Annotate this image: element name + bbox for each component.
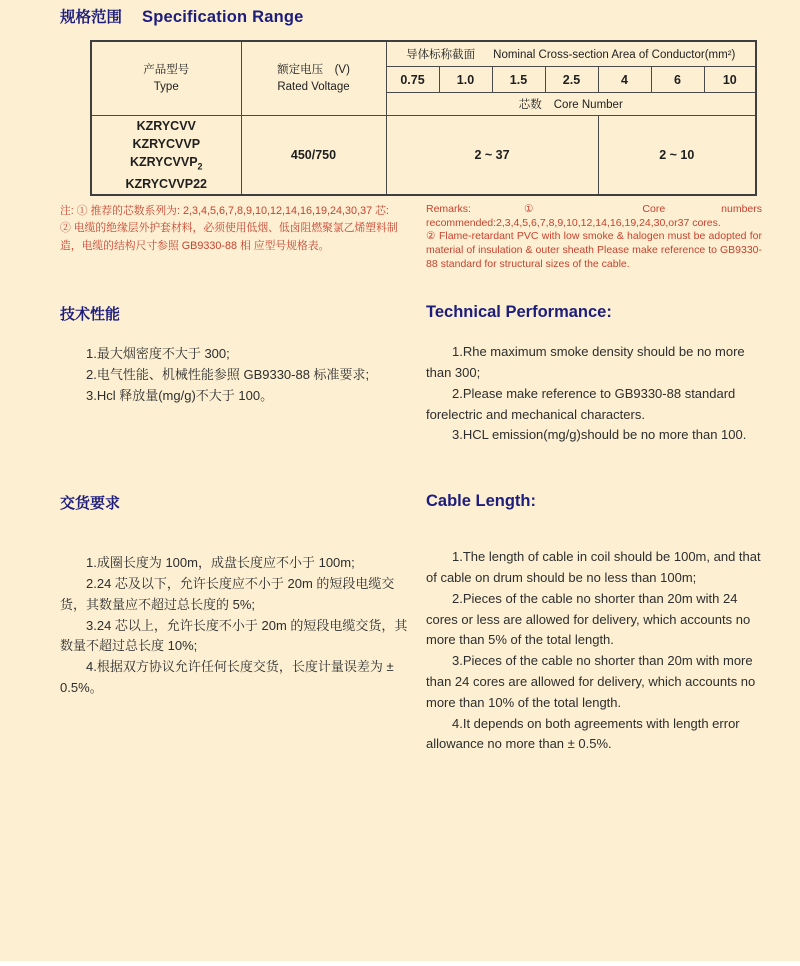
voltage-column-header-en: Rated Voltage (277, 80, 350, 93)
delivery-requirements-zh (60, 492, 412, 755)
cable-length-items-en (426, 547, 762, 755)
cable-length-item-en: 1.The length of cable in coil should be 100m, and that of cable on drum should be no less than 100m; (426, 549, 761, 585)
delivery-item-zh: 3.24 芯以上，允许长度不小于 20m 的短段电缆交货，其数量不超过总长度 10%; (60, 617, 408, 654)
cable-length-heading-en: Cable Length: (426, 492, 536, 511)
technical-item-en: 1.Rhe maximum smoke density should be no more than 300; (426, 344, 745, 380)
spec-table (90, 40, 757, 196)
page-bottom-margin (0, 961, 800, 966)
remark-line-en: ② Flame-retardant PVC with low smoke & halogen must be adopted for material of insulation & outer sheath Please make reference to GB9330-88 standard for structural sizes of the cable. (426, 230, 762, 270)
remark-line-en: Remarks:① Core numbers recommended:2,3,4,5,6,7,8,9,10,12,14,16,19,24,30,or37 cores. (426, 203, 762, 229)
size-cell: 0.75 (386, 67, 439, 93)
page-title-en: Specification Range (142, 8, 304, 26)
type-column-header-en: Type (153, 80, 179, 93)
type-column-header (91, 41, 241, 116)
technical-item-en: 3.HCL emission(mg/g)should be no more than 100. (452, 427, 747, 443)
technical-items-en (426, 342, 762, 446)
remark-line-zh: 注: ① 推荐的芯数系列为: 2,3,4,5,6,7,8,9,10,12,14,16,19,24,30,37 芯: (60, 205, 389, 217)
type-column-header-zh: 产品型号 (143, 63, 190, 76)
core-range-large-sections-cell: 2 ~ 10 (598, 116, 756, 196)
technical-performance-zh (60, 303, 412, 446)
technical-performance-en (426, 303, 762, 446)
cable-length-en (426, 492, 762, 755)
technical-performance-section (60, 303, 762, 446)
page-title (60, 5, 800, 27)
delivery-item-zh: 4.根据双方协议允许任何长度交货，长度计量误差为 ± 0.5%。 (60, 659, 394, 695)
cable-length-item-en: 3.Pieces of the cable no shorter than 20m with more than 24 cores are allowed for delivery, which accounts no more than 10% of the total length. (426, 653, 756, 710)
technical-item-en: 2.Please make reference to GB9330-88 standard forelectric and mechanical characters. (426, 385, 736, 422)
core-range-small-sections-cell: 2 ~ 37 (386, 116, 598, 196)
product-type-name: KZRYCVV (136, 118, 196, 133)
core-number-header-en: Core Number (553, 99, 623, 111)
conductor-section-header-en: Nominal Cross-section Area of Conductor(mm²) (493, 49, 736, 61)
technical-item-zh: 1.最大烟密度不大于 300; (86, 346, 230, 362)
delivery-heading-zh: 交货要求 (60, 495, 121, 513)
delivery-item-zh: 2.24 芯及以下，允许长度应不小于 20m 的短段电缆交货，其数量应不超过总长度的 5%; (60, 575, 395, 612)
technical-item-zh: 2.电气性能、机械性能参照 GB9330-88 标准要求; (86, 367, 370, 382)
product-type-name: $KZRYCVVP_2$ (129, 154, 203, 172)
delivery-items-zh (60, 553, 412, 699)
technical-item-zh: 3.Hcl 释放量(mg/g)不大于 100。 (86, 387, 274, 403)
core-number-header (386, 93, 756, 116)
product-type-name: KZRYCVVP (132, 136, 201, 151)
remarks-english (426, 203, 762, 271)
size-cell: 10 (704, 67, 756, 93)
product-type-list (94, 117, 239, 194)
remarks-section (60, 203, 762, 271)
remark-line-zh: ② 电缆的绝缘层外护套材料，必须使用低烟、低卤阻燃聚氯乙烯塑料制造，电缆的结构尺寸参照 GB9330-88 相 应型号规格表。 (60, 222, 398, 252)
page-title-zh: 规格范围 (60, 9, 123, 26)
technical-heading-zh: 技术性能 (60, 306, 121, 324)
size-cell: 4 (598, 67, 651, 93)
remarks-chinese (60, 203, 412, 271)
voltage-column-header-zh: 额定电压 (V) (277, 63, 350, 76)
product-type-name: KZRYCVVP22 (125, 177, 207, 192)
size-cell: 1.5 (492, 67, 545, 93)
cable-length-item-en: 2.Pieces of the cable no shorter than 20m with 24 cores or less are allowed for delivery, which accounts no more than 5% of the total length. (426, 590, 751, 648)
conductor-section-header (386, 41, 756, 67)
size-cell: 1.0 (439, 67, 492, 93)
voltage-column-header (241, 41, 386, 116)
product-type-cell (91, 116, 241, 196)
technical-heading-en: Technical Performance: (426, 303, 612, 322)
size-cell: 2.5 (545, 67, 598, 93)
delivery-item-zh: 1.成圈长度为 100m，成盘长度应不小于 100m; (86, 555, 355, 571)
core-number-header-zh: 芯数 (518, 99, 542, 111)
cable-length-item-en: 4.It depends on both agreements with length error allowance no more than ± 0.5%. (426, 715, 740, 752)
conductor-section-header-zh: 导体标称截面 (406, 49, 476, 61)
rated-voltage-cell: 450/750 (241, 116, 386, 196)
delivery-requirements-section (60, 492, 762, 755)
size-cell: 6 (651, 67, 704, 93)
technical-items-zh (60, 344, 412, 406)
